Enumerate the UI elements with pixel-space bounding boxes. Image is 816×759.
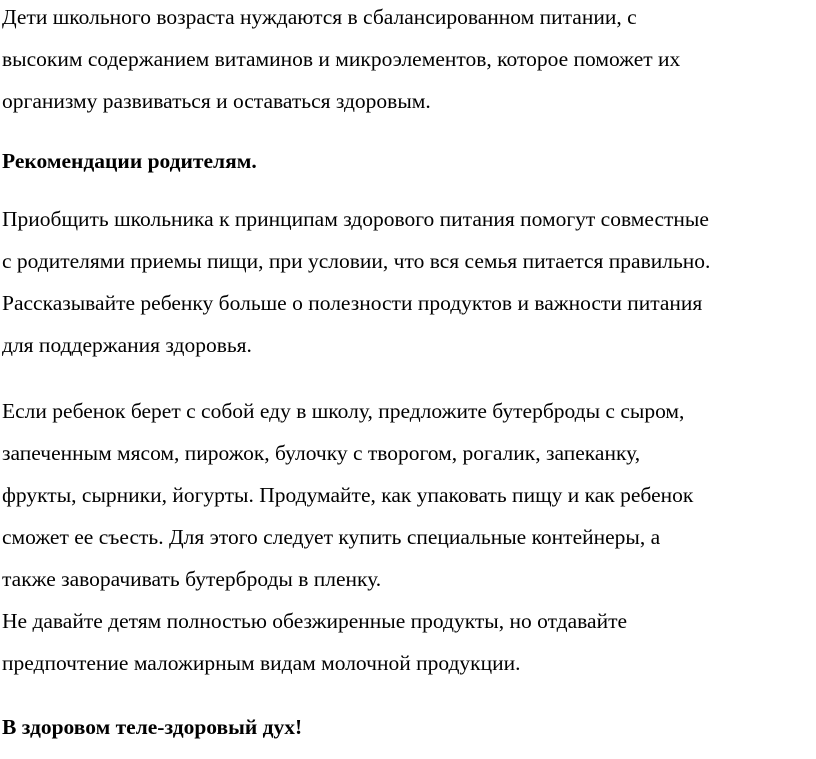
paragraph-2-line-1: Приобщить школьника к принципам здорового питания помогут совместные — [2, 207, 709, 231]
paragraph-2-line-4: для поддержания здоровья. — [2, 333, 252, 357]
paragraph-1-line-3: организму развиваться и оставаться здоровым. — [2, 89, 431, 113]
paragraph-1-line-1: Дети школьного возраста нуждаются в сбалансированном питании, с — [2, 5, 637, 29]
paragraph-4-line-2: предпочтение маложирным видам молочной продукции. — [2, 651, 521, 675]
paragraph-3-line-4: сможет ее съесть. Для этого следует купить специальные контейнеры, а — [2, 525, 661, 549]
paragraph-1-line-2: высоким содержанием витаминов и микроэлементов, которое поможет их — [2, 47, 681, 71]
paragraph-4-line-1: Не давайте детям полностью обезжиренные продукты, но отдавайте — [2, 609, 628, 633]
heading-healthy-spirit: В здоровом теле-здоровый дух! — [2, 715, 303, 739]
paragraph-3-line-1: Если ребенок берет с собой еду в школу, предложите бутерброды с сыром, — [2, 399, 685, 423]
paragraph-3-line-3: фрукты, сырники, йогурты. Продумайте, как упаковать пищу и как ребенок — [2, 483, 694, 507]
paragraph-3-line-2: запеченным мясом, пирожок, булочку с творогом, рогалик, запеканку, — [2, 441, 641, 465]
paragraph-2-line-3: Рассказывайте ребенку больше о полезности продуктов и важности питания — [2, 291, 703, 315]
paragraph-3-line-5: также заворачивать бутерброды в пленку. — [2, 567, 382, 591]
paragraph-2-line-2: с родителями приемы пищи, при условии, что вся семья питается правильно. — [2, 249, 711, 273]
heading-recommendations: Рекомендации родителям. — [2, 149, 257, 173]
